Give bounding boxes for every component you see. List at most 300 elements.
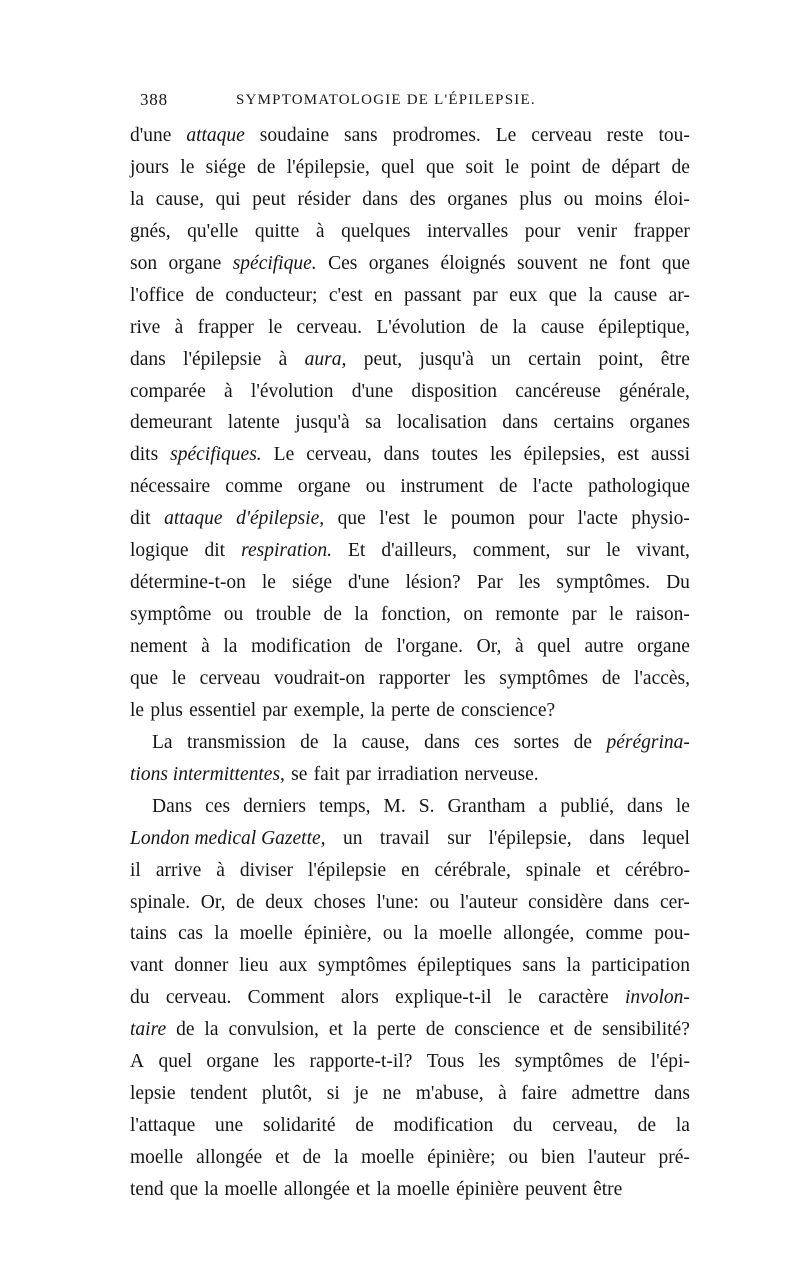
text-word: se bbox=[291, 763, 308, 785]
text-word: a bbox=[538, 795, 548, 817]
text-word: dit bbox=[130, 508, 151, 530]
text-word: cerveau bbox=[199, 667, 261, 689]
text-word: l'organe. bbox=[396, 636, 463, 657]
text-word: choses bbox=[313, 891, 366, 913]
text-word: le bbox=[504, 156, 520, 178]
text-word: ou bbox=[382, 923, 403, 945]
text-word: l'épi- bbox=[650, 1051, 690, 1073]
text-word: sur bbox=[566, 540, 591, 562]
text-word: moins bbox=[594, 188, 643, 210]
text-word: quel bbox=[158, 1051, 193, 1073]
text-word: dans bbox=[654, 1083, 690, 1105]
text-word: à bbox=[224, 380, 233, 402]
text-word: épileptiques bbox=[417, 955, 512, 977]
text-word: soudaine bbox=[259, 125, 330, 146]
text-word: spécifique. bbox=[232, 252, 317, 274]
text-word: ou bbox=[508, 1147, 529, 1168]
text-word: admettre bbox=[571, 1083, 640, 1105]
text-word: dans bbox=[130, 348, 166, 370]
text-word: la bbox=[376, 1178, 391, 1200]
text-word: de bbox=[364, 636, 383, 657]
text-word: cérébro- bbox=[625, 859, 690, 881]
text-word: l'épilepsie bbox=[183, 348, 262, 370]
text-word: ces bbox=[205, 795, 231, 817]
text-word: spécifiques. bbox=[170, 444, 262, 466]
text-word: que bbox=[661, 252, 690, 274]
text-line bbox=[130, 759, 690, 791]
text-word: être bbox=[593, 1178, 623, 1200]
text-line bbox=[130, 312, 690, 344]
text-word: symptômes bbox=[317, 955, 407, 977]
text-word: l'épilepsie bbox=[307, 859, 387, 881]
text-word: et bbox=[328, 1019, 343, 1041]
text-line bbox=[130, 280, 690, 312]
text-word: remonte bbox=[495, 604, 560, 626]
text-word: la bbox=[354, 604, 369, 626]
text-word: London medical Gazette, bbox=[130, 827, 326, 849]
text-word: l'attaque bbox=[130, 1115, 196, 1137]
text-word: de bbox=[323, 604, 342, 626]
text-word: comparée bbox=[130, 380, 206, 402]
text-word: ar- bbox=[668, 284, 690, 306]
text-word: de bbox=[581, 156, 601, 178]
text-word: le bbox=[507, 987, 522, 1009]
text-word: prodromes. bbox=[392, 125, 481, 146]
text-word: dans bbox=[589, 827, 625, 849]
text-word: de bbox=[499, 476, 518, 498]
text-word: résider bbox=[297, 188, 351, 210]
text-word: dans bbox=[383, 444, 420, 466]
text-word: aura, bbox=[304, 348, 347, 370]
text-word: m'abuse, bbox=[415, 1083, 484, 1105]
text-word: pérégrina- bbox=[606, 731, 690, 753]
text-word: rapporter bbox=[378, 667, 451, 689]
text-word: participation bbox=[591, 955, 690, 977]
text-word: disposition bbox=[411, 380, 498, 402]
text-word: la bbox=[223, 636, 238, 657]
text-line bbox=[130, 344, 690, 376]
text-word: L'évolution bbox=[376, 316, 466, 338]
text-word: arrive bbox=[155, 859, 202, 881]
text-word: peuvent bbox=[525, 1178, 587, 1200]
text-word: symptôme bbox=[130, 604, 212, 626]
text-line bbox=[130, 567, 690, 599]
text-word: tou- bbox=[658, 125, 690, 146]
text-word: la bbox=[566, 955, 581, 977]
text-word: plus bbox=[519, 188, 552, 210]
text-word: de bbox=[573, 731, 593, 753]
text-word: pou- bbox=[654, 923, 690, 945]
text-word: considère bbox=[528, 891, 603, 913]
text-word: eux bbox=[509, 284, 538, 306]
text-word: jusqu'à bbox=[295, 412, 350, 434]
text-word: que bbox=[169, 1178, 198, 1200]
text-word: frapper bbox=[633, 220, 690, 242]
text-word: et bbox=[596, 859, 611, 881]
text-word: solidarité bbox=[262, 1115, 336, 1137]
text-word: caractère bbox=[538, 987, 609, 1009]
text-word: une bbox=[215, 1115, 244, 1137]
text-word: lésion? bbox=[405, 572, 461, 594]
text-word: plus bbox=[150, 699, 183, 721]
text-word: voudrait-on bbox=[274, 667, 365, 689]
text-line bbox=[130, 471, 690, 503]
text-word: moelle bbox=[439, 923, 493, 945]
text-word: Par bbox=[476, 572, 503, 594]
text-word: Dans bbox=[152, 795, 193, 817]
text-word: point, bbox=[598, 348, 644, 370]
page-header bbox=[140, 90, 670, 118]
text-word: de bbox=[355, 1115, 374, 1137]
text-word: symptômes. bbox=[556, 572, 651, 594]
text-word: irradiation bbox=[376, 763, 459, 785]
text-line bbox=[130, 950, 690, 982]
text-word: le bbox=[130, 699, 145, 721]
text-word: A bbox=[130, 1051, 145, 1073]
text-word: spinale bbox=[525, 859, 582, 881]
text-word: être bbox=[660, 348, 690, 370]
text-word: un bbox=[491, 348, 511, 370]
text-word: d'ailleurs, bbox=[381, 540, 457, 562]
text-word: exemple, bbox=[293, 699, 365, 721]
text-line bbox=[130, 248, 690, 280]
text-word: la bbox=[333, 1147, 349, 1168]
text-word: jusqu'à bbox=[419, 348, 474, 370]
text-word: dans bbox=[362, 188, 399, 210]
text-word: la bbox=[204, 1019, 219, 1041]
text-word: autre bbox=[584, 636, 624, 657]
text-word: aussi bbox=[650, 444, 690, 466]
text-word: cause bbox=[613, 284, 658, 306]
text-word: organes bbox=[368, 252, 430, 274]
text-word: moelle bbox=[130, 1147, 184, 1168]
text-word: si bbox=[326, 1083, 340, 1105]
text-word: soit bbox=[465, 156, 494, 178]
text-word: le bbox=[180, 156, 195, 178]
text-word: Le bbox=[495, 125, 517, 146]
text-word: quitte bbox=[254, 220, 300, 242]
text-line bbox=[130, 1174, 690, 1206]
text-word: cause bbox=[540, 316, 585, 338]
text-word: les bbox=[489, 444, 512, 466]
text-word: des bbox=[409, 188, 436, 210]
text-word: derniers bbox=[243, 795, 306, 817]
text-word: l'accès, bbox=[633, 667, 690, 689]
text-word: organes bbox=[447, 188, 508, 210]
text-word: fait bbox=[313, 763, 340, 785]
text-word: moelle bbox=[361, 1147, 415, 1168]
text-word: pour bbox=[528, 508, 565, 530]
text-word: raison- bbox=[635, 604, 690, 626]
page-number: 388 bbox=[140, 90, 168, 109]
text-word: l'est bbox=[379, 508, 410, 530]
text-word: cer- bbox=[659, 891, 690, 913]
text-word: dans bbox=[613, 891, 650, 913]
text-word: certain bbox=[528, 348, 582, 370]
text-word: pathologique bbox=[588, 476, 690, 498]
text-line bbox=[130, 152, 690, 184]
text-word: les bbox=[463, 667, 486, 689]
text-word: instrument bbox=[400, 476, 484, 498]
text-word: que bbox=[337, 508, 366, 530]
text-word: du bbox=[130, 987, 150, 1009]
text-word: deux bbox=[265, 891, 304, 913]
text-word: d'une bbox=[348, 572, 390, 594]
text-word: sur bbox=[447, 827, 472, 849]
text-word: le bbox=[261, 572, 276, 594]
text-word: à bbox=[174, 316, 184, 338]
text-word: en bbox=[374, 284, 393, 306]
text-word: point bbox=[530, 156, 571, 178]
text-word: intervalles bbox=[426, 220, 509, 242]
text-word: l'office bbox=[130, 284, 185, 306]
text-word: conducteur; bbox=[225, 284, 318, 306]
text-word: et bbox=[549, 1019, 564, 1041]
text-word: jours bbox=[130, 156, 169, 178]
text-word: quelques bbox=[341, 220, 411, 242]
text-word: épinière; bbox=[427, 1147, 496, 1168]
text-word: la bbox=[214, 923, 229, 945]
text-word: le bbox=[423, 508, 438, 530]
text-word: à bbox=[216, 859, 225, 881]
text-word: tains bbox=[130, 923, 167, 945]
text-word: par bbox=[345, 763, 371, 785]
text-word: d'une bbox=[351, 380, 394, 402]
text-word: Et bbox=[347, 540, 366, 562]
text-word: les bbox=[273, 1051, 296, 1073]
text-word: par bbox=[262, 699, 288, 721]
text-word: de bbox=[195, 284, 214, 306]
text-word: modification bbox=[251, 636, 351, 657]
text-word: venir bbox=[577, 220, 618, 242]
text-word: la bbox=[588, 284, 603, 306]
text-word: il bbox=[130, 859, 141, 881]
text-word: donner bbox=[174, 955, 229, 977]
text-word: cérébrale, bbox=[434, 859, 511, 881]
text-word: de bbox=[617, 1051, 637, 1073]
text-word: organes bbox=[629, 412, 690, 434]
text-word: frapper bbox=[197, 316, 254, 338]
text-word: ou bbox=[223, 604, 244, 626]
text-word: allongée bbox=[283, 1178, 350, 1200]
text-word: passant bbox=[403, 284, 462, 306]
text-word: symptômes bbox=[514, 1051, 604, 1073]
text-word: l'acte bbox=[577, 508, 618, 530]
text-word: cerveau, bbox=[306, 444, 372, 466]
text-line bbox=[130, 791, 690, 823]
text-word: peut, bbox=[363, 348, 403, 370]
text-word: nécessaire bbox=[130, 476, 211, 498]
text-word: demeurant bbox=[130, 412, 213, 434]
text-word: cerveau, bbox=[552, 1115, 618, 1137]
text-word: perte bbox=[391, 699, 431, 721]
text-word: de bbox=[425, 1019, 445, 1041]
text-word: Grantham bbox=[447, 795, 526, 817]
text-word: dits bbox=[130, 444, 159, 466]
text-word: dans bbox=[627, 795, 663, 817]
text-word: à bbox=[201, 636, 210, 657]
text-line bbox=[130, 855, 690, 887]
text-word: nement bbox=[130, 636, 188, 657]
text-word: travail bbox=[379, 827, 430, 849]
text-line bbox=[130, 695, 690, 727]
text-line bbox=[130, 439, 690, 471]
text-word: spinale. bbox=[130, 891, 191, 913]
text-word: l'auteur bbox=[459, 891, 518, 913]
text-word: Tous bbox=[426, 1051, 465, 1073]
text-line bbox=[130, 663, 690, 695]
text-word: fonction, bbox=[380, 604, 451, 626]
text-word: son bbox=[130, 252, 158, 274]
text-word: cause, bbox=[361, 731, 410, 753]
text-line bbox=[130, 503, 690, 535]
text-word: ou bbox=[429, 891, 450, 913]
text-word: l'auteur bbox=[587, 1147, 646, 1168]
text-word: peut bbox=[252, 188, 286, 210]
text-line bbox=[130, 184, 690, 216]
text-line bbox=[130, 535, 690, 567]
text-word: épilepsies, bbox=[523, 444, 606, 466]
text-word: que bbox=[130, 667, 159, 689]
text-word: conscience bbox=[454, 1019, 540, 1041]
text-word: plutôt, bbox=[261, 1083, 313, 1105]
text-word: quel bbox=[381, 156, 415, 178]
text-word: tend bbox=[130, 1178, 164, 1200]
text-word: dit bbox=[204, 540, 226, 562]
text-line bbox=[130, 1014, 690, 1046]
text-word: le bbox=[675, 795, 690, 817]
text-word: départ bbox=[611, 156, 661, 178]
text-word: à bbox=[514, 636, 524, 657]
text-word: le bbox=[609, 604, 624, 626]
text-word: le bbox=[268, 316, 283, 338]
text-word: explique-t-il bbox=[395, 987, 492, 1009]
text-word: éloi- bbox=[654, 188, 690, 210]
text-word: alors bbox=[340, 987, 379, 1009]
text-word: cas bbox=[178, 923, 204, 945]
text-word: les bbox=[518, 572, 541, 594]
text-word: c'est bbox=[328, 284, 363, 306]
text-word: sortes bbox=[513, 731, 560, 753]
text-word: épinière, bbox=[303, 923, 372, 945]
text-word: gnés, bbox=[130, 220, 171, 242]
text-word: symptômes bbox=[499, 667, 589, 689]
text-word: reste bbox=[606, 125, 644, 146]
text-word: à bbox=[315, 220, 325, 242]
text-word: S. bbox=[418, 795, 435, 817]
text-word: de bbox=[300, 731, 319, 753]
text-word: détermine-t-on bbox=[130, 572, 246, 594]
text-word: transmission bbox=[187, 731, 286, 753]
text-word: la bbox=[675, 1115, 690, 1137]
text-word: du bbox=[513, 1115, 533, 1137]
text-word: la bbox=[413, 923, 428, 945]
text-word: sensibilité? bbox=[602, 1019, 690, 1041]
text-word: l'acte bbox=[532, 476, 573, 498]
text-word: de bbox=[236, 891, 255, 913]
text-line bbox=[130, 1078, 690, 1110]
text-word: lequel bbox=[642, 827, 690, 849]
text-word: cancéreuse bbox=[515, 380, 601, 402]
text-word: de bbox=[479, 316, 499, 338]
text-word: faire bbox=[521, 1083, 557, 1105]
text-word: sans bbox=[522, 955, 556, 977]
text-word: que bbox=[548, 284, 577, 306]
text-word: comment, bbox=[472, 540, 551, 562]
text-word: quel bbox=[537, 636, 571, 657]
text-word: perte bbox=[376, 1019, 416, 1041]
text-word: essentiel bbox=[189, 699, 257, 721]
text-word: rapporte-t-il? bbox=[309, 1051, 413, 1073]
text-word: l'une: bbox=[376, 891, 419, 913]
text-line bbox=[130, 599, 690, 631]
text-word: poumon bbox=[450, 508, 515, 530]
text-word: les bbox=[478, 1051, 501, 1073]
text-word: à bbox=[498, 1083, 507, 1105]
text-word: Or, bbox=[476, 636, 502, 657]
text-word: on bbox=[463, 604, 483, 626]
text-word: je bbox=[354, 1083, 369, 1105]
text-line bbox=[130, 982, 690, 1014]
text-word: dans bbox=[502, 412, 539, 434]
text-word: taire bbox=[130, 1019, 167, 1041]
text-word: logique bbox=[130, 540, 189, 562]
text-word: modification bbox=[393, 1115, 494, 1137]
text-line bbox=[130, 823, 690, 855]
text-line bbox=[130, 1046, 690, 1078]
text-word: attaque bbox=[186, 125, 245, 146]
text-word: moelle bbox=[224, 1178, 278, 1200]
text-line bbox=[130, 631, 690, 663]
text-word: attaque bbox=[164, 508, 223, 530]
text-word: de bbox=[637, 1115, 657, 1137]
text-word: aux bbox=[279, 955, 308, 977]
text-word: conscience? bbox=[460, 699, 556, 721]
text-word: par bbox=[571, 604, 597, 626]
text-word: ou bbox=[563, 188, 584, 210]
text-word: éloignés bbox=[440, 252, 506, 274]
text-line bbox=[130, 376, 690, 408]
text-word: pré- bbox=[658, 1147, 690, 1168]
text-word: siége bbox=[205, 156, 246, 178]
text-word: la bbox=[130, 188, 145, 210]
text-word: vivant, bbox=[636, 540, 690, 562]
text-word: localisation bbox=[396, 412, 487, 434]
text-word: de bbox=[573, 1019, 593, 1041]
text-line bbox=[130, 407, 690, 439]
text-word: publié, bbox=[560, 795, 614, 817]
text-word: qui bbox=[215, 188, 241, 210]
text-word: et bbox=[275, 1147, 290, 1168]
text-word: ces bbox=[474, 731, 500, 753]
text-word: d'épilepsie, bbox=[236, 508, 325, 530]
text-word: Ces bbox=[328, 252, 358, 274]
text-line bbox=[130, 918, 690, 950]
text-word: Comment bbox=[247, 987, 325, 1009]
text-line bbox=[130, 727, 690, 759]
text-word: l'épilepsie, bbox=[488, 827, 572, 849]
text-word: la bbox=[204, 1178, 219, 1200]
text-word: siége bbox=[291, 572, 333, 594]
text-word: organe bbox=[206, 1051, 260, 1073]
text-word: diviser bbox=[239, 859, 293, 881]
text-word: Or, bbox=[200, 891, 226, 913]
text-word: rive bbox=[130, 316, 161, 338]
text-word: la bbox=[352, 1019, 367, 1041]
body-text bbox=[130, 120, 690, 1206]
text-word: ou bbox=[365, 476, 386, 498]
text-word: épileptique, bbox=[598, 316, 690, 338]
